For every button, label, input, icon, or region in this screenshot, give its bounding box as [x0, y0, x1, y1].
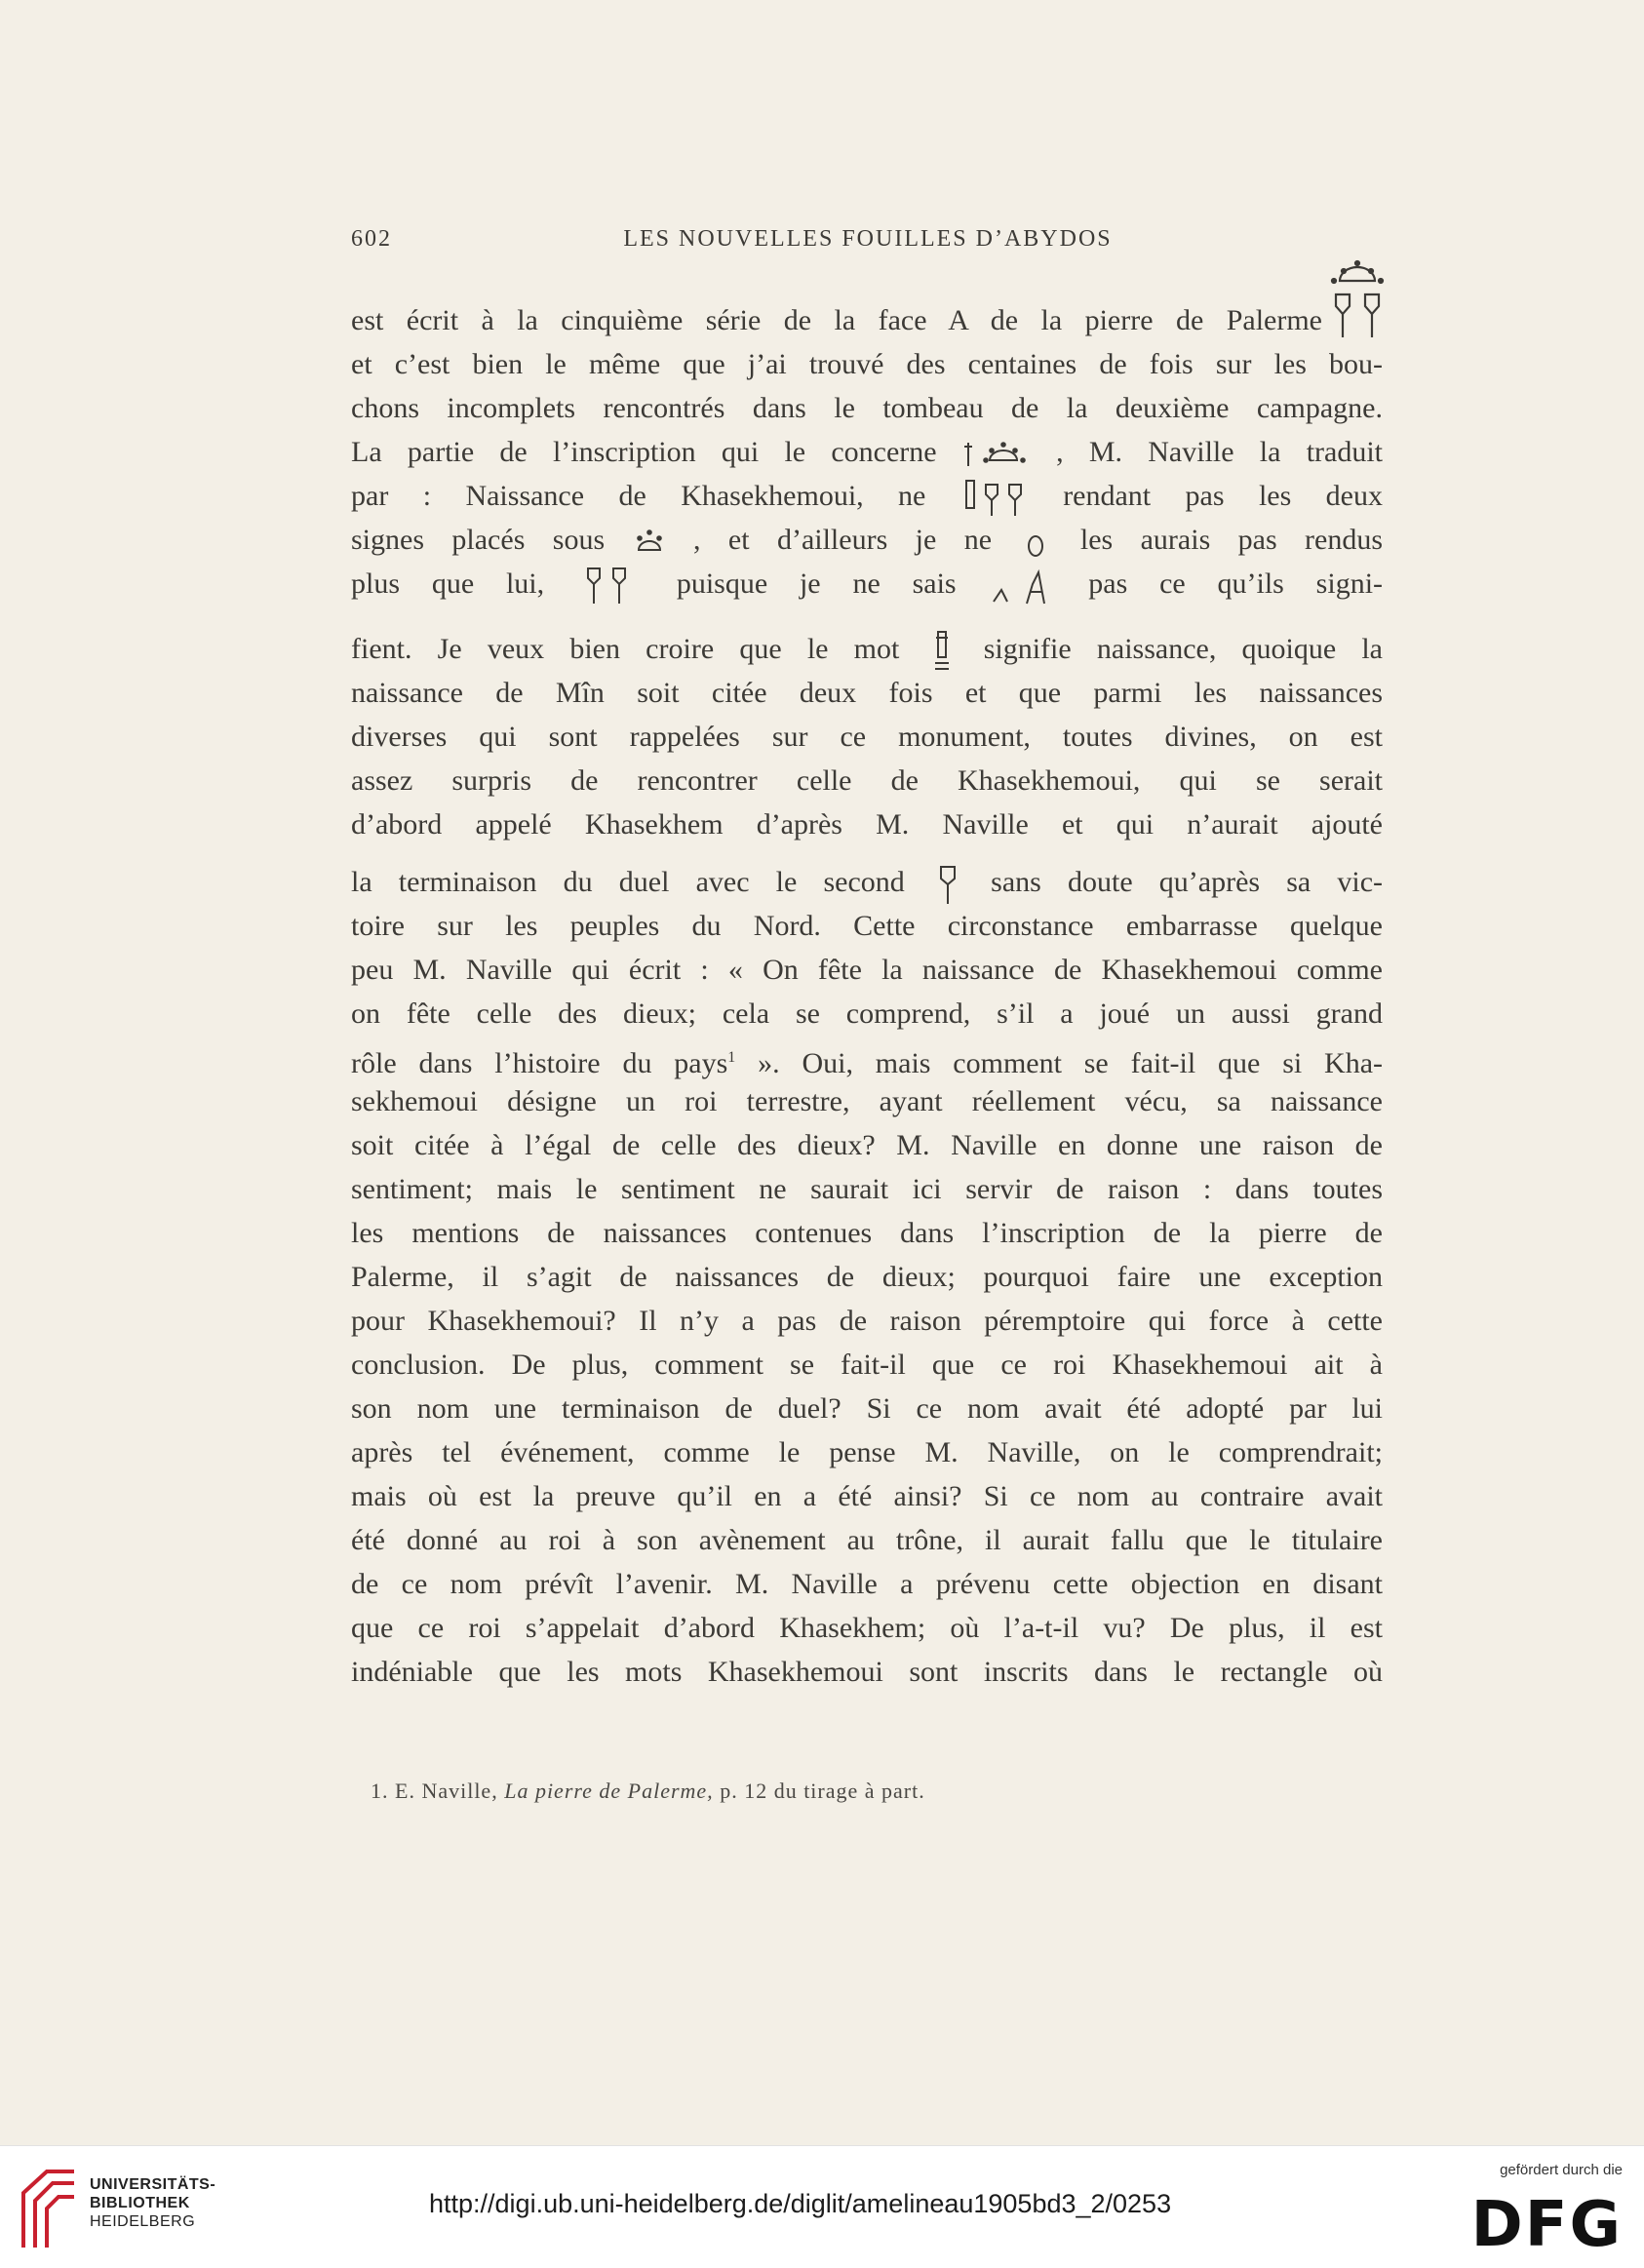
text-line: que ce roi s’appelait d’abord Khasekhem; où l’a-t-il vu? De plus, il est	[351, 1612, 1383, 1644]
text-line: soit citée à l’égal de celle des dieux? M. Naville en donne une raison de	[351, 1129, 1383, 1161]
text-line: on fête celle des dieux; cela se comprend, s’il a joué un aussi grand	[351, 997, 1383, 1030]
text-line: assez surpris de rencontrer celle de Khasekhemoui, qui se serait	[351, 764, 1383, 797]
viewer-footer	[0, 2145, 1644, 2268]
text-line: naissance de Mîn soit citée deux fois et que parmi les naissances	[351, 677, 1383, 709]
text-line: peu M. Naville qui écrit : « On fête la naissance de Khasekhemoui comme	[351, 954, 1383, 986]
text-line: son nom une terminaison de duel? Si ce nom avait été adopté par lui	[351, 1392, 1383, 1425]
birth-sign-hieroglyph-icon	[925, 630, 959, 673]
text-line: toire sur les peuples du Nord. Cette circonstance embarrasse quelque	[351, 910, 1383, 942]
running-title: LES NOUVELLES FOUILLES D’ABYDOS	[623, 226, 1113, 252]
text-line: rôle dans l’histoire du pays$^1$ ». Oui, mais comment se fait-il que si Kha-	[351, 1047, 1384, 1079]
dfg-logo[interactable]: DFG	[1470, 2189, 1623, 2261]
text-line: sekhemoui désigne un roi terrestre, ayant réellement vécu, sa naissance	[351, 1085, 1383, 1117]
text-line: et c’est bien le même que j’ai trouvé des centaines de fois sur les bou-	[351, 348, 1383, 380]
funded-by-label: gefördert durch die	[1500, 2162, 1623, 2178]
sun-rays-hieroglyph-icon	[633, 521, 666, 564]
birth-hieroglyph-icon	[960, 477, 1029, 520]
text-line: Palerme, il s’agit de naissances de dieux; pourquoi faire une exception	[351, 1261, 1383, 1293]
text-line: été donné au roi à son avènement au trône, il aurait fallu que le titulaire	[351, 1524, 1383, 1556]
text-line: signes placés sous , et d’ailleurs je ne les aurais pas rendus	[351, 518, 1383, 562]
footnote-marker: 1	[727, 1049, 736, 1066]
text-line: après tel événement, comme le pense M. Naville, on le comprendrait;	[351, 1436, 1383, 1468]
plant-hieroglyph-icon	[931, 863, 964, 906]
body-text	[351, 298, 1383, 1694]
text-line: d’abord appelé Khasekhem d’après M. Naville et qui n’aurait ajouté	[351, 808, 1383, 841]
running-head	[351, 226, 1385, 259]
text-line: La partie de l’inscription qui le concerne , M. Naville la traduit	[351, 430, 1383, 474]
university-library-name: UNIVERSITÄTS- BIBLIOTHEK HEIDELBERG	[90, 2176, 216, 2230]
page-number: 602	[351, 226, 392, 252]
seated-figure-hieroglyph-icon	[1019, 521, 1052, 564]
text-line: sentiment; mais le sentiment ne saurait ici servir de raison : dans toutes	[351, 1173, 1383, 1205]
university-library-logo-icon[interactable]	[18, 2164, 80, 2251]
footnote: 1. E. Naville, La pierre de Palerme, p. 12 du tirage à part.	[371, 1779, 925, 1803]
text-line: plus que lui, puisque je ne sais pas ce qu’ils signi-	[351, 562, 1383, 606]
text-line: mais où est la preuve qu’il en a été ainsi? Si ce nom au contraire avait	[351, 1480, 1383, 1512]
text-line: de ce nom prévît l’avenir. M. Naville a prévenu cette objection en disant	[351, 1568, 1383, 1600]
text-line: fient. Je veux bien croire que le mot signifie naissance, quoique la	[351, 627, 1383, 671]
text-line: les mentions de naissances contenues dans l’inscription de la pierre de	[351, 1217, 1383, 1249]
text-line: pour Khasekhemoui? Il n’y a pas de raison péremptoire qui force à cette	[351, 1305, 1383, 1337]
text-line: chons incomplets rencontrés dans le tombeau de la deuxième campagne.	[351, 392, 1383, 424]
figure-hieroglyph-icon	[988, 565, 1056, 607]
double-plant-hieroglyph-icon	[576, 565, 645, 607]
footnote-title: La pierre de Palerme,	[504, 1779, 714, 1803]
text-line: par : Naissance de Khasekhemoui, ne rendant pas les deux	[351, 474, 1383, 518]
text-line: la terminaison du duel avec le second sans doute qu’après sa vic-	[351, 860, 1383, 904]
text-line: diverses qui sont rappelées sur ce monument, toutes divines, on est	[351, 721, 1383, 753]
permalink-url[interactable]: http://digi.ub.uni-heidelberg.de/diglit/amelineau1905bd3_2/0253	[429, 2189, 1172, 2218]
text-line: conclusion. De plus, comment se fait-il que ce roi Khasekhemoui ait à	[351, 1349, 1383, 1381]
text-line: indéniable que les mots Khasekhemoui sont inscrits dans le rectangle où	[351, 1656, 1383, 1688]
sun-rays-hieroglyph-icon	[962, 433, 1031, 476]
text-line: est écrit à la cinquième série de la face A de la pierre de Palerme	[351, 304, 1322, 336]
